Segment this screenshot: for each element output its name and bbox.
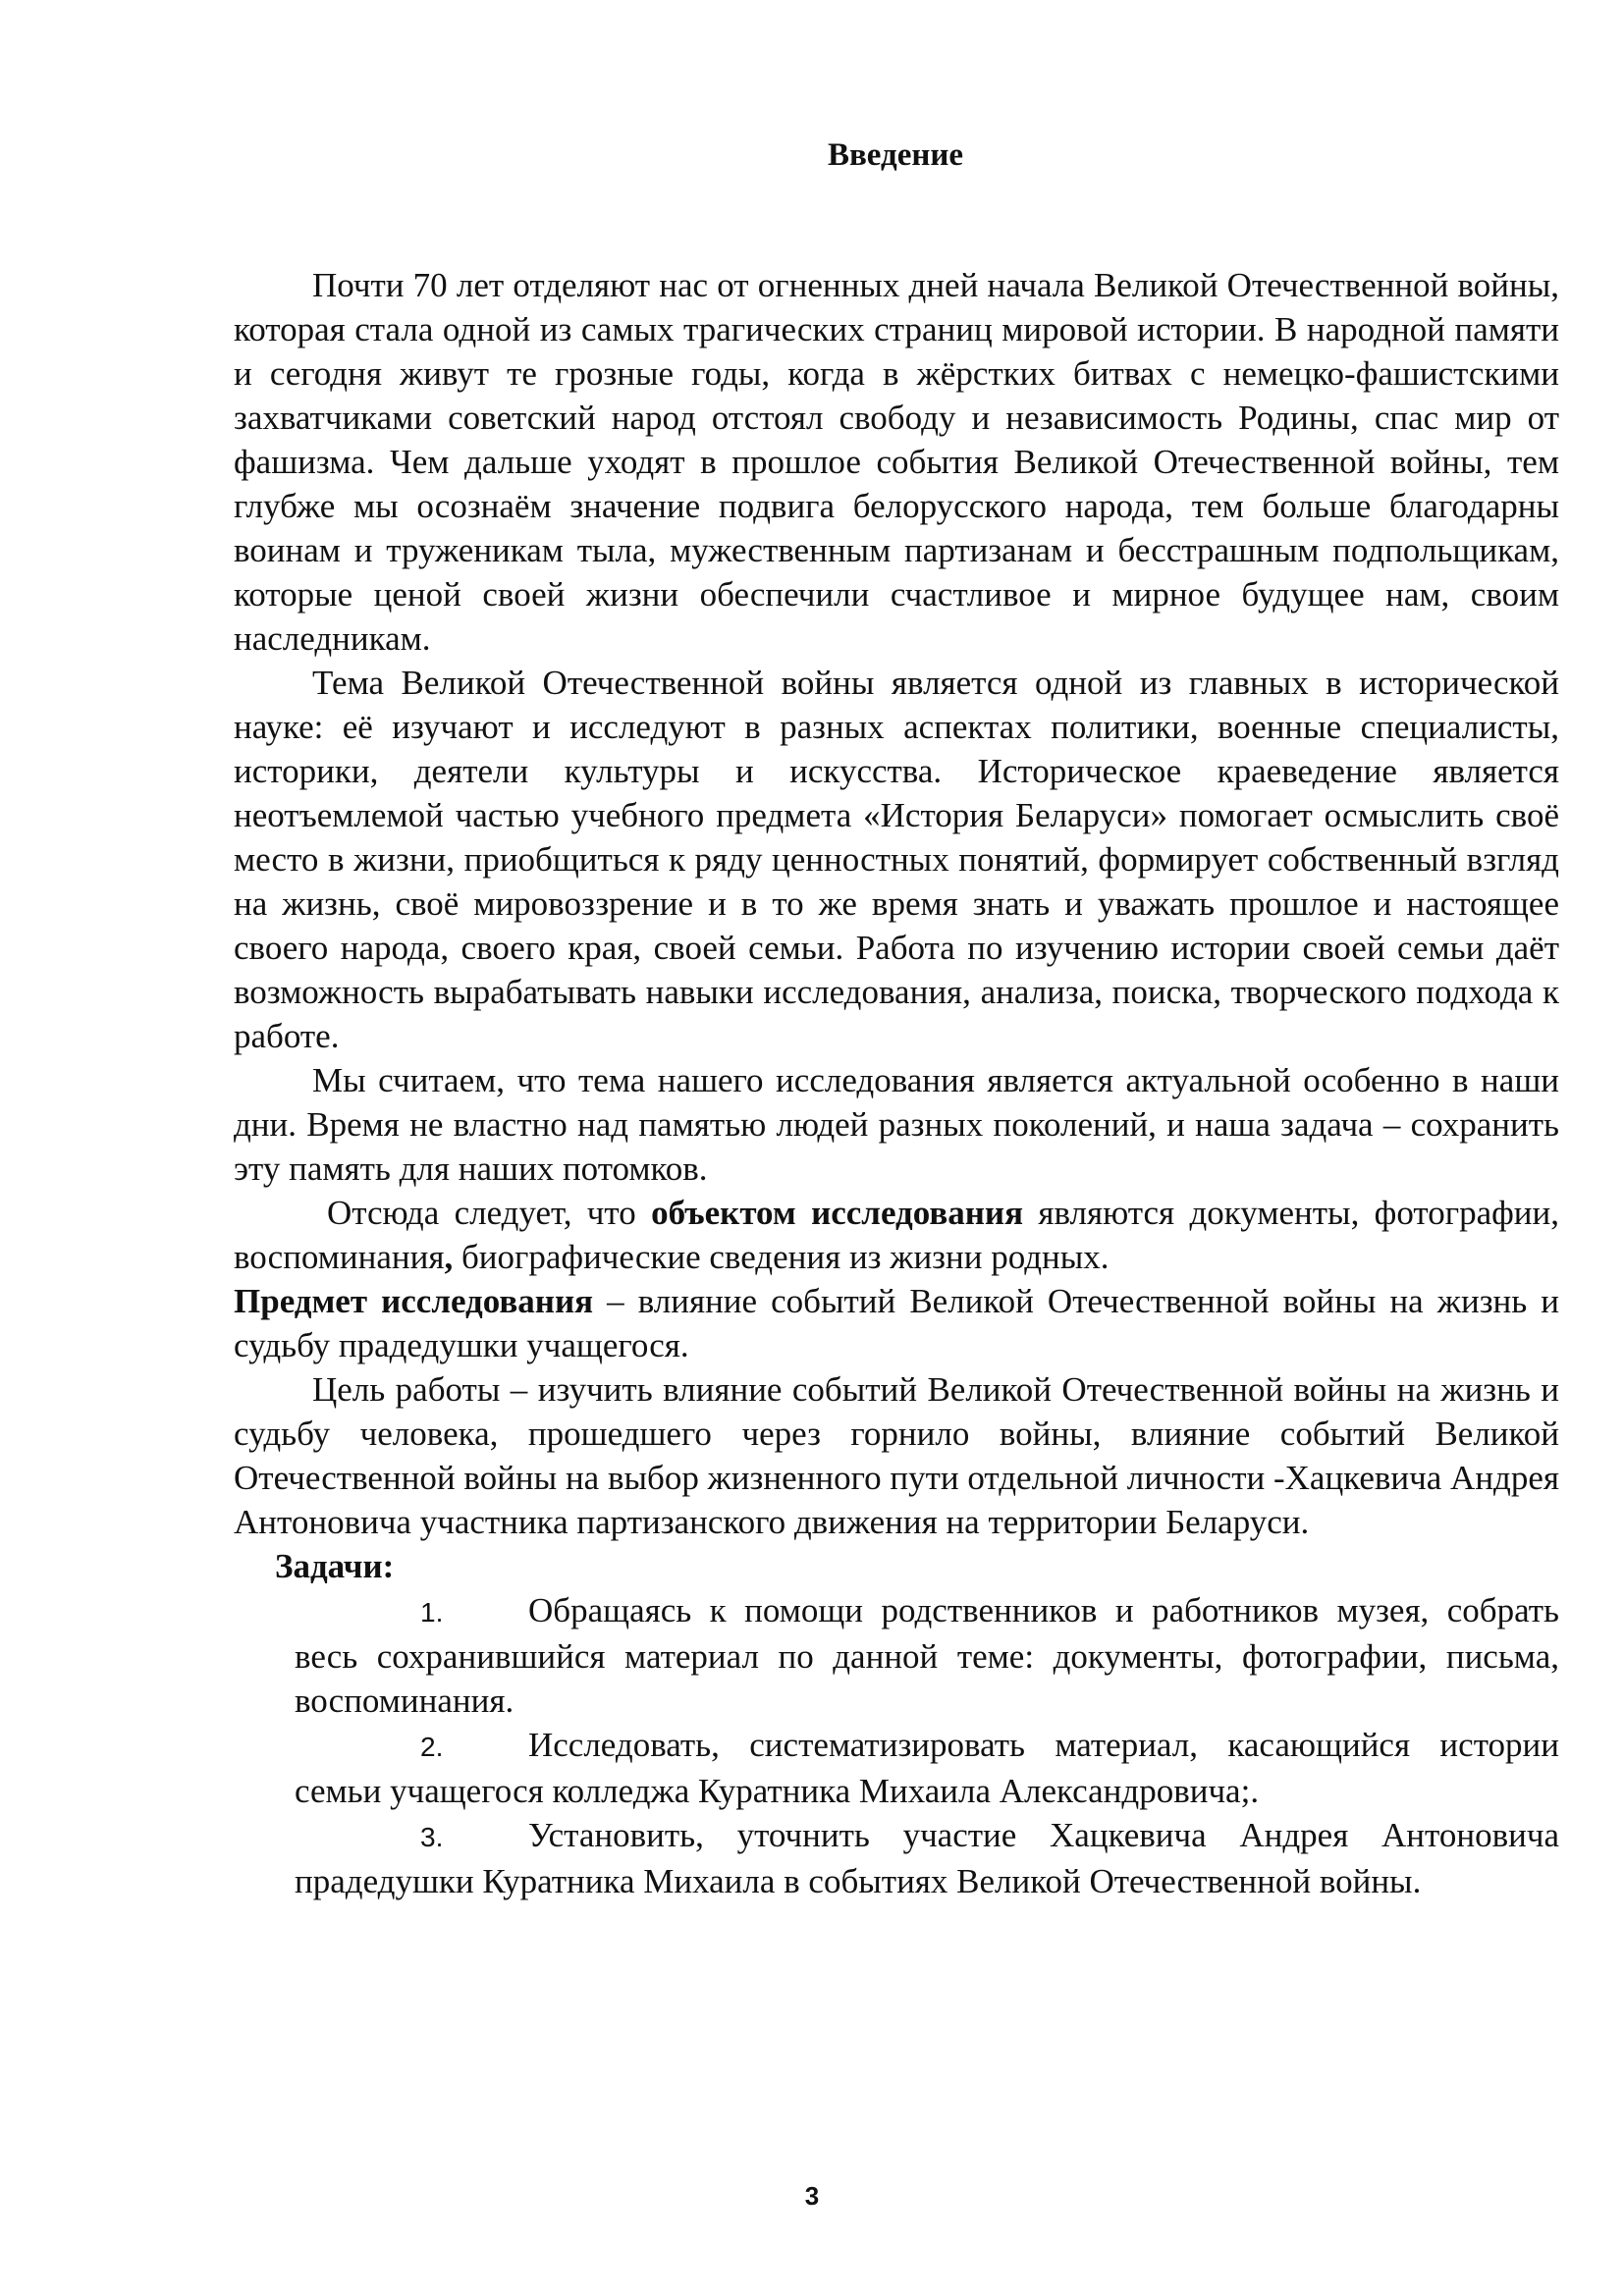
subject-text: – влияние событий Великой Отечественной войны на жизнь и судьбу прадедушки учащегося.: [234, 1282, 1560, 1364]
task-number: 2.: [420, 1732, 444, 1762]
task-number: 1.: [420, 1597, 444, 1628]
object-text: являются документы, фотографии, воспоминания: [234, 1194, 1559, 1276]
object-tail-text: биографические сведения из жизни родных.: [453, 1238, 1110, 1276]
paragraph-relevance: Мы считаем, что тема нашего исследования является актуальной особенно в наши дни. Время не властно над памятью людей разных поколений, и наша задача – сохранить эту память для наших потомков.: [234, 1061, 1559, 1188]
task-item-2: [295, 1723, 1559, 1813]
object-comma: ,: [444, 1238, 454, 1276]
page-title: Введение: [827, 137, 964, 173]
task-text: Установить, уточнить участие Хацкевича Андрея Антоновича прадедушки Куратника Михаила в событиях Великой Отечественной войны.: [295, 1816, 1559, 1900]
subject-term: Предмет исследования: [234, 1282, 594, 1320]
paragraph-goal: Цель работы – изучить влияние событий Великой Отечественной войны на жизнь и судьбу человека, прошедшего через горнило войны, влияние событий Великой Отечественной войны на выбор жизненного пути отдельной личности -Хацкевича Андрея Антоновича участника партизанского движения на территории Беларуси.: [234, 1370, 1559, 1541]
task-item-3: [295, 1813, 1559, 1903]
task-item-1: [295, 1588, 1559, 1723]
task-number: 3.: [420, 1822, 444, 1852]
task-text: Исследовать, систематизировать материал, касающийся истории семьи учащегося колледжа Куратника Михаила Александровича;.: [295, 1726, 1559, 1810]
tasks-list: [234, 1588, 1559, 1903]
tasks-heading: Задачи:: [275, 1547, 395, 1585]
object-term: объектом исследования: [651, 1194, 1024, 1232]
paragraph-subject: [234, 1279, 1559, 1367]
document-body: [234, 263, 1559, 1903]
object-lead-text: Отсюда следует, что: [327, 1194, 652, 1232]
paragraph-intro: Почти 70 лет отделяют нас от огненных дней начала Великой Отечественной войны, которая стала одной из самых трагических страниц мировой истории. В народной памяти и сегодня живут те грозные годы, когда в жёрстких битвах с немецко-фашистскими захватчиками советский народ отстоял свободу и независимость Родины, спас мир от фашизма. Чем дальше уходят в прошлое события Великой Отечественной войны, тем глубже мы осознаём значение подвига белорусского народа, тем больше благодарны воинам и труженикам тыла, мужественным партизанам и бесстрашным подпольщикам, которые ценой своей жизни обеспечили счастливое и мирное будущее нам, своим наследникам.: [234, 266, 1559, 658]
paragraph-topic: Тема Великой Отечественной войны является одной из главных в исторической науке: её изучают и исследуют в разных аспектах политики, военные специалисты, историки, деятели культуры и искусства. Историческое краеведение является неотъемлемой частью учебного предмета «История Беларуси» помогает осмыслить своё место в жизни, приобщиться к ряду ценностных понятий, формирует собственный взгляд на жизнь, своё мировоззрение и в то же время знать и уважать прошлое и настоящее своего народа, своего края, своей семьи. Работа по изучению истории своей семьи даёт возможность вырабатывать навыки исследования, анализа, поиска, творческого подхода к работе.: [234, 664, 1559, 1055]
task-text: Обращаясь к помощи родственников и работников музея, собрать весь сохранившийся материал по данной теме: документы, фотографии, письма, воспоминания.: [295, 1591, 1559, 1720]
page-number: 3: [804, 2181, 820, 2211]
paragraph-object: [234, 1191, 1559, 1279]
